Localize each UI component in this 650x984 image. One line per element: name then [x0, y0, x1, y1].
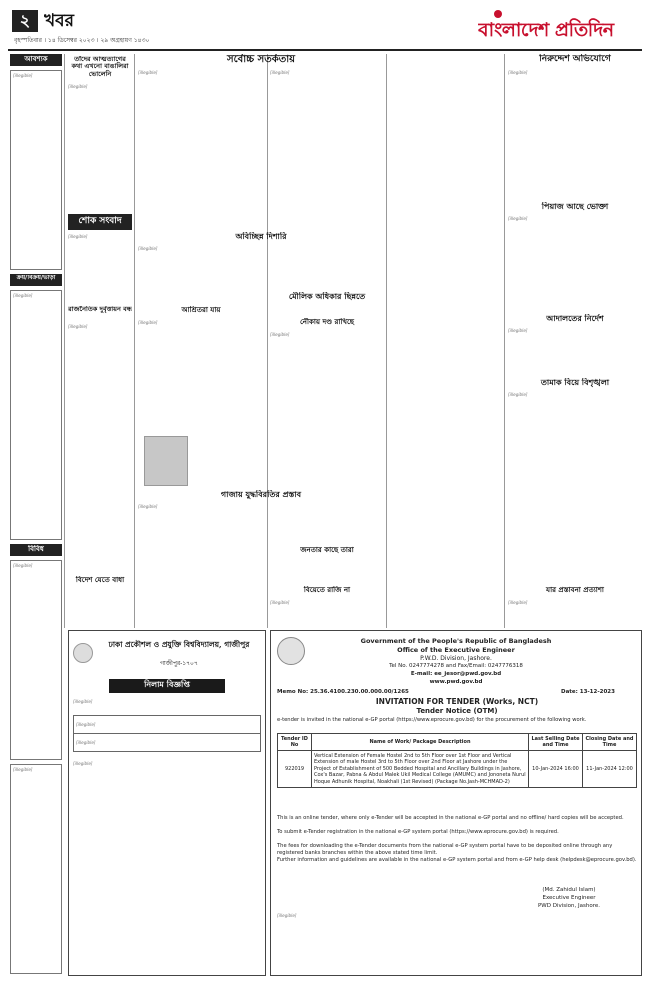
masthead-rule — [8, 49, 642, 51]
article-title: আদালতের নির্দেশ — [546, 314, 604, 323]
classified-ad — [10, 290, 62, 540]
article-body — [508, 216, 642, 312]
tender-last-selling: 10-Jan-2024 16:00 — [529, 751, 583, 788]
article-text: [illegible] — [270, 600, 290, 605]
article-text: [illegible] — [138, 504, 158, 509]
article-title: বিদেশ যেতে বাধা — [75, 576, 125, 584]
classified-title: আবশ্যক — [24, 55, 48, 63]
tender-title: INVITATION FOR TENDER (Works, NCT) — [375, 697, 539, 706]
article-body — [508, 70, 642, 200]
tender-id: 922019 — [278, 751, 312, 788]
tender-para: To submit e-Tender registration in the national e-GP system portal (https://www.eprocure.gov.bd) is required. — [277, 829, 559, 835]
article-body — [138, 504, 264, 574]
obituary-sub-title: রাজনৈতিক দুর্বৃত্তায়ন বন্ধ — [68, 306, 132, 313]
article-text: [illegible] — [270, 332, 290, 337]
obituary-text: [illegible] — [68, 234, 88, 239]
col-rule — [64, 54, 65, 628]
tender-table — [277, 733, 637, 788]
article-body — [138, 70, 264, 230]
article-title: নৌকায় দণ্ড রাখিছে — [299, 318, 355, 326]
university-emblem — [73, 643, 93, 663]
col-rule — [386, 54, 387, 628]
col-rule — [134, 54, 135, 628]
article-title: অবিচ্ছিন্ন দিশারি — [235, 232, 287, 241]
article-text: [illegible] — [508, 70, 528, 75]
article-text: [illegible] — [508, 600, 528, 605]
table-header: Name of Work/ Package Description — [312, 734, 529, 751]
tender-intro: e-tender is invited in the national e-GP portal (https://www.eprocure.gov.bd) for the procurement of the following work. — [277, 717, 587, 723]
obituary-lead-body — [68, 84, 132, 210]
article-body — [138, 320, 264, 432]
section-title: খবর — [44, 11, 74, 31]
article-body — [270, 332, 384, 542]
tender-para: The fees for downloading the e-Tender documents from the national e-GP system portal have to be deposited online through any registered banks branches within the above stated time limit. — [277, 843, 613, 856]
classified-ad — [10, 764, 62, 974]
table-cell: [illegible] — [74, 734, 261, 752]
article-text: [illegible] — [508, 328, 528, 333]
article-body — [138, 246, 384, 290]
classified-text: [illegible] — [13, 73, 33, 78]
classified-text: [illegible] — [13, 563, 33, 568]
news-photo — [144, 436, 188, 486]
obituary-headline: শোক সংবাদ — [78, 216, 122, 226]
tender-gov-line1: Government of the People's Republic of Bangladesh — [360, 637, 552, 645]
article-body — [508, 328, 642, 376]
tender-subtitle: Tender Notice (OTM) — [416, 707, 498, 715]
article-body — [508, 392, 642, 584]
tender-date: Date: 13-12-2023 — [561, 689, 615, 695]
tender-para: This is an online tender, where only e-Tender will be accepted in the national e-GP portal and no offline/ hard copies will be accepted. — [277, 815, 624, 821]
article-text: [illegible] — [138, 70, 158, 75]
table-header-row — [278, 734, 637, 751]
tender-gov-line2: Office of the Executive Engineer — [397, 646, 515, 654]
tender-email[interactable]: E-mail: ee_jesor@pwd.gov.bd — [410, 671, 502, 677]
tender-sign-name: (Md. Zahidul Islam) — [542, 887, 596, 893]
col-rule — [504, 54, 505, 628]
table-row — [278, 751, 637, 788]
article-title: যার প্রস্তাবনা প্রত্যাশা — [546, 586, 604, 594]
obituary-body — [68, 234, 132, 304]
tender-memo: Memo No: 25.36.4100.230.00.000.00/1265 — [277, 689, 409, 695]
auction-body: [illegible] — [73, 699, 93, 704]
tender-desc: Vertical Extension of Female Hostel 2nd to 5th Floor over 1st Floor and Vertical Extension of male Hostel 3rd to 5th Floor over 2nd Floor at Jashore under the Project of Establishment of 500 Bedded Hospital and Ancillary Buildings in Jashore, Cox's Bazar, Pabna & Abdul Malek Ukil Medical College (AMUMC) and Jononeta Nurul Hoque Adhunik Hospital, Noakhali (1st Revised) (Package No.Jash-MCHMAD-2) — [312, 751, 529, 788]
gov-emblem — [277, 637, 305, 665]
auction-title: নিলাম বিজ্ঞপ্তি — [144, 679, 190, 689]
obituary-lead-title: তাঁদের আত্মত্যাগের কথা এখনো বাঙালিরা ভোলেনি — [71, 56, 129, 78]
col-rule — [267, 54, 268, 628]
classified-title: বিবিধ — [28, 545, 44, 553]
article-title: জনতার কাছে তারা — [300, 546, 354, 554]
tender-ref: [illegible] — [277, 913, 297, 918]
auction-footer: [illegible] — [73, 761, 93, 766]
date-line: বৃহস্পতিবার । ১৪ ডিসেম্বর ২০২৩ । ২৯ অগ্রহায়ণ ১৪৩০ — [14, 37, 150, 44]
classified-text: [illegible] — [13, 767, 33, 772]
article-title: পিয়াজ আছে ভোক্তা — [541, 202, 609, 211]
article-title: বিয়েতে রাজি না — [303, 586, 351, 594]
article-title: গাজায় যুদ্ধবিরতির প্রস্তাব — [220, 490, 302, 499]
auction-table — [73, 715, 261, 752]
tender-notice — [270, 630, 642, 976]
logo-wordmark: বাংলাদেশ প্রতিদিন — [478, 19, 614, 41]
table-header: Closing Date and Time — [583, 734, 637, 751]
classified-title: ক্রয়/বিক্রয়/ভাড়া — [16, 275, 56, 281]
tender-closing: 11-Jan-2024 12:00 — [583, 751, 637, 788]
article-body — [270, 600, 384, 626]
article-text: [illegible] — [138, 246, 158, 251]
tender-sign-title: PWD Division, Jashore. — [537, 903, 600, 909]
table-cell: [illegible] — [74, 716, 261, 734]
classified-ad — [10, 70, 62, 270]
table-row — [74, 716, 261, 734]
classified-text: [illegible] — [13, 293, 33, 298]
tender-para: Further information and guidelines are available in the national e-GP system portal and from e-GP help desk (helpdesk@eprocure.gov.bd). — [277, 857, 637, 863]
article-text: [illegible] — [508, 392, 528, 397]
tender-gov-line3: P.W.D. Division, Jashore. — [420, 655, 492, 662]
page-number: ২ — [19, 11, 31, 30]
auction-notice — [68, 630, 266, 976]
classified-ad — [10, 560, 62, 760]
table-header: Last Selling Date and Time — [529, 734, 583, 751]
tender-tel: Tel No. 0247774278 and Fax/Email: 0247776318 — [389, 663, 523, 669]
article-title: নিরুদ্দেশ অভিযোগে — [539, 54, 611, 64]
article-text: [illegible] — [270, 70, 290, 75]
table-header: Tender ID No — [278, 734, 312, 751]
article-title: সর্বোচ্চ সতর্কতায় — [227, 54, 295, 65]
article-title: আশ্রিতরা যায় — [181, 306, 221, 314]
table-row — [74, 734, 261, 752]
tender-web[interactable]: www.pwd.gov.bd — [429, 679, 483, 685]
article-text: [illegible] — [508, 216, 528, 221]
article-text: [illegible] — [138, 320, 158, 325]
auction-city: গাজীপুর-১৭০৭ — [160, 660, 198, 667]
article-body — [270, 70, 384, 230]
obituary-text: [illegible] — [68, 84, 88, 89]
article-body — [508, 600, 642, 626]
obituary-text: [illegible] — [68, 324, 88, 329]
auction-university: ঢাকা প্রকৌশল ও প্রযুক্তি বিশ্ববিদ্যালয়, গাজীপুর — [108, 640, 250, 649]
article-title: তামাক বিয়ে বিশৃঙ্খলা — [540, 378, 610, 387]
tender-sign-title: Executive Engineer — [542, 895, 596, 901]
article-title: মৌলিক অধিকার ছিন্নতে — [288, 292, 366, 301]
